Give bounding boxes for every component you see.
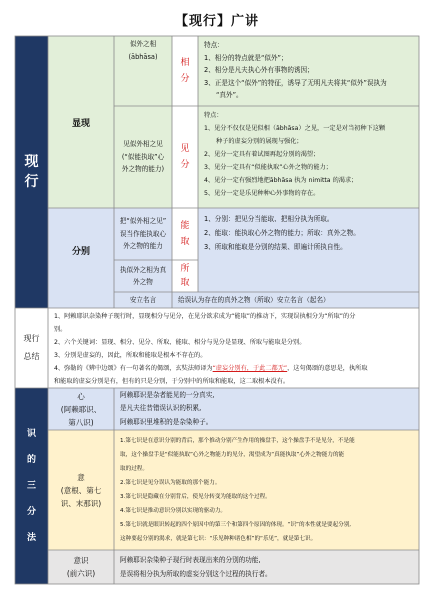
yishi-points: 阿赖耶识杂染种子现行时表现出来的分别的功能, 是误将相分执为所取的虚妄分别这个过程的执行者。 xyxy=(114,550,419,584)
xiangfen-tag: 相 分 xyxy=(172,36,198,106)
zongjie-side-label: 现行 总结 xyxy=(15,308,48,388)
xianxian-label: 显现 xyxy=(48,36,114,208)
suoqu-name: 执似外之相为真 外之物 xyxy=(114,260,172,292)
jianfen-tag: 见 分 xyxy=(172,106,198,208)
page-title: 【现行】广讲 xyxy=(174,14,259,29)
fenbie-points: 1、分别：把见分当能取、把相分执为所取。 2、能取：能执取心外之物的能力；所取：真外之物。 3、所取和能取是分别的结果、即遍计所执自性。 xyxy=(198,208,419,292)
jianfen-name: 见似外相之见 (“似能执取”心 外之物的能力) xyxy=(114,106,172,208)
fenbie-footer-name: 安立名言 xyxy=(114,292,172,308)
xin-points: 阿赖耶识是杂者能见的一分真实, 是凡夫往昔错误认识的积累, 阿赖耶识里堆积的是杂染种子。 xyxy=(114,388,419,430)
yishi-name: 意识 (前六识) xyxy=(48,550,114,584)
famous-verse: “虚妄分别有，于此二都无” xyxy=(212,365,288,372)
xiangfen-name: 似外之相 (ābhāsa) xyxy=(114,36,172,106)
nengqu-name: 把“似外相之见” 误当作能执取心 外之物的能力 xyxy=(114,208,172,260)
xiangfen-points: 特点： 1、相分的特点就是“似外”； 2、相分是凡夫执心外有事物的诱因； 3、正是这个“似外”的特征，诱导了无明凡夫将其“似外”误执为 “真外”。 xyxy=(198,36,419,106)
sanfen-side-label: 识 的 三 分 法 xyxy=(15,388,48,584)
fenbie-footer-desc: 给误认为存在的真外之物（所取）安立名言（起名） xyxy=(172,292,419,308)
yi-points: 1.第七识是在意识分别的背后，那个推动分别产生作用的操盘手，这个操盘手不是见分，不是能 取，这个操盘手是“似能执取”心外之物能力的见分，渴望成为“真能执取”心外之物能力的能 取的过程。 2.第七识是见分误认为能取的那个能力。 3.第七识是隐藏在分别背后，使见分转变为能取的这个过程。 4.第七识是推动意识分别以实现的驱动力。 5.第七识就是眼识转起的四个原因中的第三个和第四个原因的体现。“识”的本性就是要起分别, 这种要起分别的渴求，就是第七识：“乐见种种诸色相”的“乐见”，就是第七识。 xyxy=(114,430,419,550)
yi-name: 意 (意根、第七 识、末那识) xyxy=(48,430,114,550)
nengqu-tag: 能 取 xyxy=(172,208,198,260)
suoqu-tag: 所 取 xyxy=(172,260,198,292)
xianxing-side-label: 现 行 xyxy=(15,36,48,308)
xin-name: 心 (阿赖耶识、 第八识) xyxy=(48,388,114,430)
fenbie-footer-blank xyxy=(48,292,114,308)
fenbie-label: 分别 xyxy=(48,208,114,292)
jianfen-points: 特点： 1、见分不仅仅是见似相（ābhāsa）之见，一定是对当初种下这颗 种子的虚妄分别的展现与强化； 2、见分一定具有着试图再起分别的渴望； 3、见分一定具有“似能执取”心外之物的能力； 4、见分一定有强烈地把ābhāsa 执为 nimitta 的渴求； 5、见分一定是乐见种种心外事物的存在。 xyxy=(198,106,419,208)
zongjie-points: 1、阿赖耶识杂染种子现行时，显现相分与见分，在见分欲求成为“能取”的推动下，实现误执相分为“所取”的分 别。 2、六个关键词：显现、相分、见分、所取、能取、相分与见分是显现、所取与能取是分别。 3、分别是虚妄的，因此，所取和能取是根本不存在的。 4、弥勒的《辨中边颂》有一句著名的偈颂，玄奘法师译为“虚妄分别有，于此二都无”，这句偈颂的意思是，执所取 和能取的虚妄分别是有，但有的只是分别，于分别中的所取和能取，这二取根本没有。 xyxy=(48,308,419,388)
